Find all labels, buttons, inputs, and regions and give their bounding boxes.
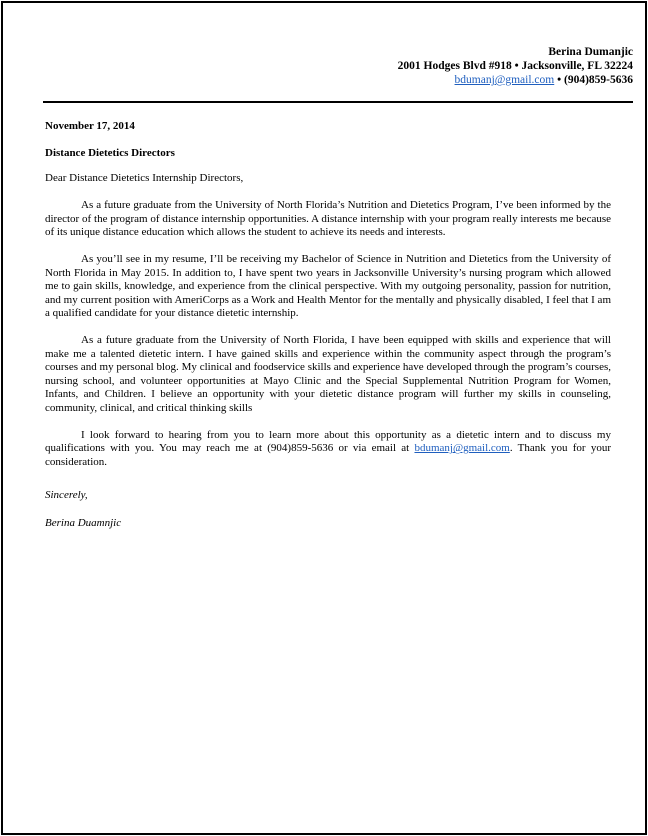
letter-date: November 17, 2014 <box>45 120 135 132</box>
paragraph-3: As a future graduate from the University of North Florida, I have been equipped with skills and experience that will make me a talented dietetic intern. I have gained skills and experience within the community aspect through the program’s courses and my personal blog. My clinical and foodservice skills and experience have developed through the program’s courses, nursing school, and volunteer opportunities at Mayo Clinic and the Special Supplemental Nutrition Program for Women, Infants, and Children. I believe an opportunity with your dietetic distance program will further my skills in counseling, community, clinical, and critical thinking skills <box>45 334 611 414</box>
letter-body <box>45 120 611 530</box>
paragraph-2: As you’ll see in my resume, I’ll be receiving my Bachelor of Science in Nutrition and Dietetics from the University of North Florida in May 2015. In addition to, I have spent two years in Jacksonville University’s nursing program which allowed me to gain skills, knowledge, and experience from the clinical perspective. With my outgoing personality, passion for nutrition, and my current position with AmeriCorps as a Work and Health Mentor for the mentally and physically disabled, I feel that I am a qualified candidate for your distance dietetic internship. <box>45 253 611 320</box>
sender-phone: • (904)859-5636 <box>554 74 633 86</box>
header-divider <box>43 101 633 103</box>
sender-name: Berina Dumanjic <box>548 46 633 58</box>
letter-page <box>1 1 647 835</box>
sender-address: 2001 Hodges Blvd #918 • Jacksonville, FL 32224 <box>397 60 633 72</box>
paragraph-4-text-start: I look forward to hearing from you to learn more about this opportunity as a dietetic intern and to discuss my qualifications with you. You may reach me at (904)859-5636 or via email at <box>45 428 611 455</box>
signature: Berina Duamnjic <box>45 516 122 529</box>
paragraph-4-text-end: . Thank you for your consideration. <box>45 442 611 468</box>
closing: Sincerely, <box>45 489 88 502</box>
sender-header <box>398 45 633 87</box>
body-email-link[interactable]: bdumanj@gmail.com <box>414 442 510 455</box>
paragraph-4 <box>45 429 611 469</box>
sender-email-link[interactable]: bdumanj@gmail.com <box>454 74 555 86</box>
recipient: Distance Dietetics Directors <box>45 147 175 160</box>
paragraph-1: As a future graduate from the University of North Florida’s Nutrition and Dietetics Program, I’ve been informed by the director of the program of distance internship opportunities. A distance internship with your program really interests me because of its unique distance education which allows the student to achieve its needs and interests. <box>45 199 611 239</box>
salutation: Dear Distance Dietetics Internship Directors, <box>45 171 244 184</box>
sender-contact <box>398 73 633 87</box>
